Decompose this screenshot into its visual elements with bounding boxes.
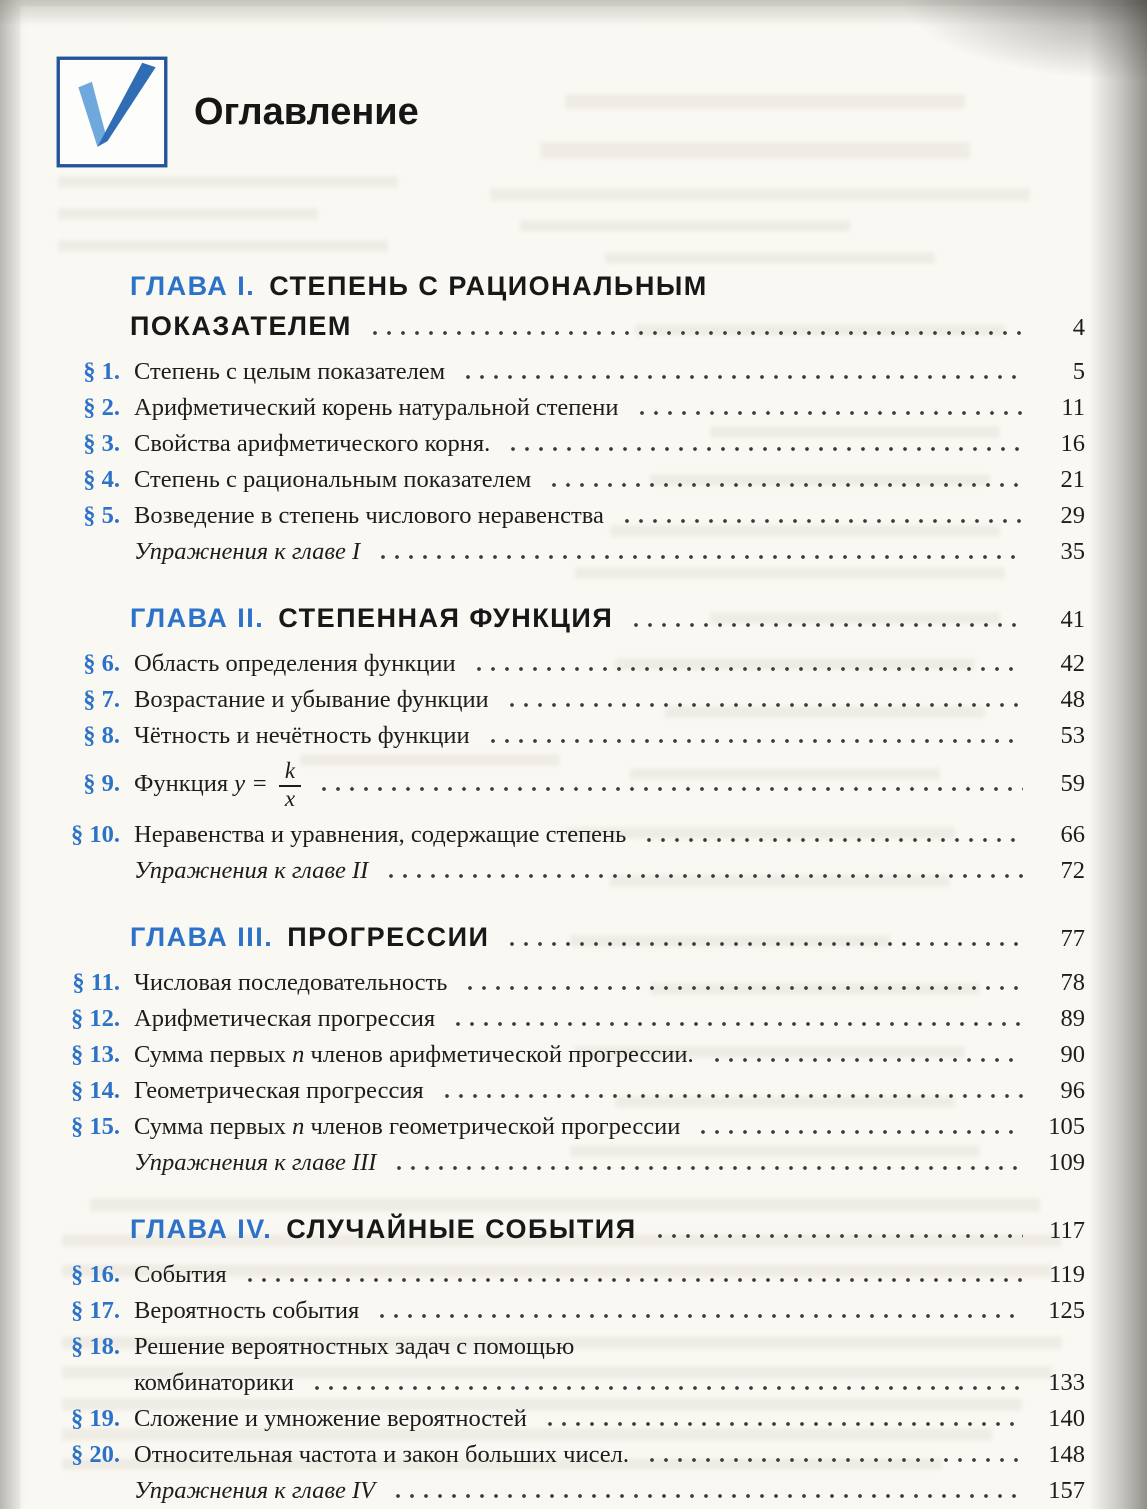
bleedthrough-artifact: [58, 176, 398, 188]
checkmark-logo-icon: [56, 56, 168, 168]
chapter-title-line2: ПОКАЗАТЕЛЕМ: [130, 311, 352, 341]
toc-entry: [62, 817, 1085, 853]
section-title: [134, 1037, 694, 1073]
dotted-leader: [387, 1494, 1023, 1498]
bleedthrough-artifact: [490, 188, 1030, 201]
section-number: § 6.: [83, 650, 120, 677]
chapter-label: ГЛАВА I.: [130, 271, 256, 301]
page-number: 66: [1060, 820, 1085, 848]
section-title: Чётность и нечётность функции: [134, 722, 470, 749]
dotted-leader: [380, 874, 1023, 878]
toc-entry: [62, 1073, 1085, 1109]
dotted-leader: [649, 1234, 1023, 1238]
page-number: 109: [1048, 1148, 1085, 1176]
page-number: 16: [1060, 430, 1085, 457]
bleedthrough-artifact: [58, 240, 388, 252]
exercises-entry: [62, 1145, 1085, 1181]
section-number: § 13.: [71, 1040, 120, 1068]
section-number: § 14.: [71, 1076, 120, 1104]
section-number: § 18.: [71, 1332, 120, 1360]
page-number: 41: [1060, 606, 1085, 633]
dotted-leader: [539, 1422, 1023, 1426]
page-number: 21: [1060, 466, 1085, 493]
dotted-leader: [459, 986, 1023, 990]
section-number: § 2.: [83, 394, 120, 421]
toc-entry: [62, 682, 1085, 718]
dotted-leader: [371, 1314, 1023, 1318]
page-number: 4: [1072, 314, 1085, 341]
section-title: Арифметический корень натуральной степени: [134, 394, 619, 421]
title-text: членов геометрической прогрессии: [304, 1112, 681, 1140]
page-number: 53: [1060, 722, 1085, 749]
chapter-1: [62, 266, 1085, 570]
math-variable: y =: [234, 769, 274, 797]
exercises-entry: [62, 853, 1085, 889]
toc-entry: [62, 354, 1085, 390]
section-title: Решение вероятностных задач с помощью: [134, 1332, 575, 1360]
table-of-contents: [62, 266, 1085, 1509]
dotted-leader: [388, 1166, 1023, 1170]
toc-entry: [62, 1437, 1085, 1473]
dotted-leader: [436, 1094, 1023, 1098]
exercises-title: Упражнения к главе IV: [134, 1476, 376, 1504]
exercises-title: Упражнения к главе III: [134, 1148, 377, 1176]
dotted-leader: [306, 1386, 1023, 1390]
toc-entry: [62, 718, 1085, 754]
dotted-leader: [641, 1458, 1023, 1462]
section-title: Свойства арифметического корня.: [134, 430, 491, 457]
section-number: § 10.: [71, 820, 120, 848]
page-number: 48: [1060, 686, 1085, 713]
section-title: Геометрическая прогрессия: [134, 1076, 424, 1104]
section-number: § 11.: [72, 968, 120, 996]
section-title: Область определения функции: [134, 650, 456, 677]
page-number: 105: [1048, 1112, 1085, 1140]
toc-entry-function-fraction: [62, 759, 1085, 812]
dotted-leader: [447, 1022, 1023, 1026]
page-number: 140: [1048, 1404, 1085, 1432]
dotted-leader: [616, 519, 1023, 523]
section-number: § 16.: [71, 1260, 120, 1288]
page-number: 148: [1048, 1440, 1085, 1468]
dotted-leader: [631, 411, 1024, 415]
math-variable: n: [292, 1112, 305, 1140]
toc-entry: [62, 426, 1085, 462]
page-number: 89: [1060, 1004, 1085, 1032]
bleedthrough-artifact: [605, 252, 935, 264]
chapter-heading: [62, 266, 1085, 306]
title-text: членов арифметической прогрессии.: [304, 1040, 694, 1068]
page-number: 119: [1049, 1260, 1085, 1288]
dotted-leader: [313, 787, 1023, 791]
chapter-heading: [62, 1209, 1085, 1251]
page-number: 96: [1060, 1076, 1085, 1104]
page-number: 78: [1060, 968, 1085, 996]
toc-entry: [62, 1293, 1085, 1329]
dotted-leader: [625, 623, 1023, 627]
toc-entry: [62, 965, 1085, 1001]
chapter-2: [62, 598, 1085, 889]
fraction-numerator: k: [279, 759, 301, 787]
chapter-title: СТЕПЕНЬ С РАЦИОНАЛЬНЫМ: [269, 271, 708, 301]
page-number: 29: [1060, 502, 1085, 529]
page-number: 42: [1060, 650, 1085, 677]
section-title: Степень с рациональным показателем: [134, 466, 532, 493]
section-title: [134, 759, 301, 812]
section-number: § 19.: [71, 1404, 120, 1432]
toc-entry: [62, 498, 1085, 534]
math-variable: n: [292, 1040, 305, 1068]
toc-entry: [62, 1401, 1085, 1437]
toc-entry: [62, 1109, 1085, 1145]
fraction: [279, 759, 301, 812]
toc-entry: [62, 1329, 1085, 1365]
dotted-leader: [543, 483, 1023, 487]
exercises-entry: [62, 1473, 1085, 1509]
section-title: [134, 1109, 680, 1145]
bleedthrough-artifact: [540, 142, 970, 159]
section-number: § 9.: [83, 769, 120, 797]
dotted-leader: [457, 375, 1023, 379]
section-title: Вероятность события: [134, 1296, 360, 1324]
page-number: 35: [1060, 538, 1085, 565]
title-text: Сумма первых: [134, 1040, 293, 1068]
bleedthrough-artifact: [520, 220, 850, 232]
dotted-leader: [482, 739, 1023, 743]
section-title: Числовая последовательность: [134, 968, 448, 996]
section-number: § 17.: [71, 1296, 120, 1324]
dotted-leader: [692, 1130, 1023, 1134]
page-number: 133: [1048, 1368, 1085, 1396]
exercises-title: Упражнения к главе II: [134, 856, 369, 884]
page-number: 77: [1060, 924, 1085, 952]
toc-entry: [62, 1037, 1085, 1073]
page-number: 59: [1060, 769, 1085, 797]
title-text: Функция: [134, 769, 235, 797]
chapter-title: ПРОГРЕССИИ: [287, 921, 490, 952]
dotted-leader: [501, 942, 1023, 946]
page-number: 5: [1072, 358, 1085, 385]
section-number: § 12.: [71, 1004, 120, 1032]
dotted-leader: [501, 703, 1023, 707]
section-title-line2: комбинаторики: [134, 1368, 294, 1396]
section-number: § 8.: [83, 722, 120, 749]
dotted-leader: [706, 1058, 1023, 1062]
toc-entry: [62, 1257, 1085, 1293]
chapter-heading-wrap: [62, 306, 1085, 348]
page-title: Оглавление: [194, 90, 419, 133]
page-number: 11: [1061, 394, 1085, 421]
chapter-title: СТЕПЕННАЯ ФУНКЦИЯ: [278, 603, 614, 633]
chapter-label: ГЛАВА IV.: [130, 1213, 273, 1244]
chapter-title: СЛУЧАЙНЫЕ СОБЫТИЯ: [286, 1213, 637, 1244]
chapter-heading: [62, 598, 1085, 640]
toc-entry: [62, 462, 1085, 498]
chapter-label: ГЛАВА III.: [130, 921, 274, 952]
title-text: Сумма первых: [134, 1112, 293, 1140]
toc-entry: [62, 390, 1085, 426]
bleedthrough-artifact: [58, 208, 318, 220]
page-number: 90: [1060, 1040, 1085, 1068]
bleedthrough-artifact: [565, 94, 965, 109]
chapter-4: [62, 1209, 1085, 1509]
exercises-title: Упражнения к главе I: [134, 538, 361, 565]
section-title: Возрастание и убывание функции: [134, 686, 489, 713]
section-number: § 7.: [83, 686, 120, 713]
dotted-leader: [364, 331, 1023, 335]
dotted-leader: [468, 667, 1023, 671]
section-title: События: [134, 1260, 227, 1288]
section-title: Сложение и умножение вероятностей: [134, 1404, 527, 1432]
dotted-leader: [239, 1278, 1023, 1282]
section-title: Возведение в степень числового неравенства: [134, 502, 604, 529]
page-number: 72: [1060, 856, 1085, 884]
section-number: § 15.: [71, 1112, 120, 1140]
chapter-heading: [62, 917, 1085, 959]
section-number: § 4.: [83, 466, 120, 493]
section-title: Неравенства и уравнения, содержащие степень: [134, 820, 627, 848]
exercises-entry: [62, 534, 1085, 570]
section-number: § 1.: [83, 358, 120, 385]
section-number: § 20.: [71, 1440, 120, 1468]
dotted-leader: [638, 838, 1023, 842]
toc-entry: [62, 1001, 1085, 1037]
dotted-leader: [372, 555, 1023, 559]
page-number: 117: [1049, 1216, 1085, 1244]
section-number: § 3.: [83, 430, 120, 457]
toc-entry-wrap: [62, 1365, 1085, 1401]
page-number: 125: [1048, 1296, 1085, 1324]
toc-entry: [62, 646, 1085, 682]
section-title: Относительная частота и закон больших чисел.: [134, 1440, 630, 1468]
page-header: [56, 56, 419, 168]
section-title: Арифметическая прогрессия: [134, 1004, 436, 1032]
chapter-label: ГЛАВА II.: [130, 603, 265, 633]
fraction-denominator: x: [284, 785, 296, 811]
dotted-leader: [502, 447, 1023, 451]
section-number: § 5.: [83, 502, 120, 529]
chapter-3: [62, 917, 1085, 1181]
section-title: Степень с целым показателем: [134, 358, 446, 385]
page-number: 157: [1048, 1476, 1085, 1504]
